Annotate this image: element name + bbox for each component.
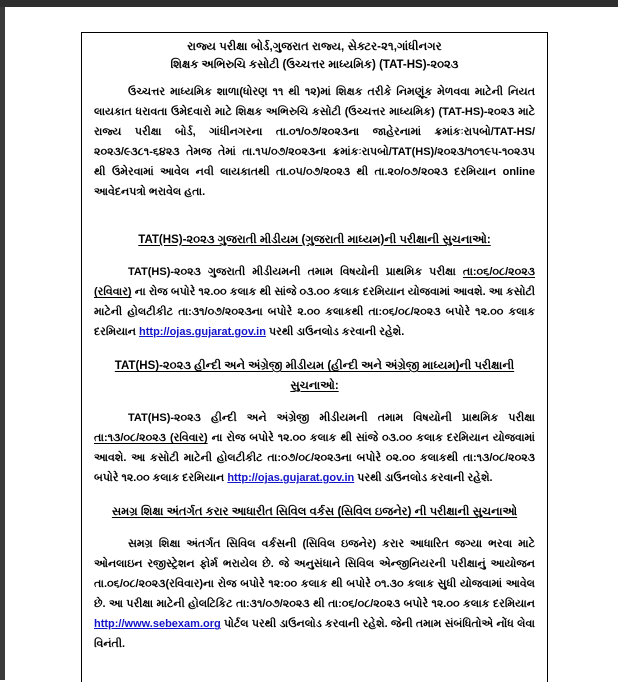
spacer <box>94 208 535 216</box>
civil-body-part3: પોર્ટલ પરથી ડાઉનલોડ કરવાની રહેશે. જેની તમામ સંબંધિતોએ નોંધ લેવા વિનંતી. <box>94 618 535 651</box>
gujarati-exam-date: તા:૦૬/૦૮/૨૦૨૩ (રવિવાર) <box>94 265 535 298</box>
notice-content-box <box>81 32 548 682</box>
section-body-hindi-english-medium <box>94 408 535 488</box>
section-heading-gujarati-medium <box>94 230 535 250</box>
exam-title: શિક્ષક અભિરુચિ કસોટી (ઉચ્ચત્તર માધ્યમિક) (TAT-HS)-૨૦૨૩ <box>170 58 459 71</box>
document-page <box>5 7 618 680</box>
section-heading-civil-works <box>94 502 535 522</box>
section-body-gujarati-medium <box>94 262 535 342</box>
civil-body-part1: સમગ્ર શિક્ષા અંતર્ગત સિવિલ વર્કસની (સિવિલ ઇજનેર) કરાર આધારિત જગ્યા ભરવા માટે ઓનલાઇન રજીસ્ટ્રેશન ફોર્મ ભરાયેલ છે. જે અનુસંધાને સિવિલ એન્જીનિયરની પરીક્ષાનું આયોજન તા.૦૬/૦૮/૨૦૨૩(રવિવાર)ના રોજ બપોરે ૧૨:૦૦ કલાક થી બપોરે ૦૧.૩૦ કલાક સુધી યોજવામાં આવેલ છે. આ પરીક્ષા માટેની હોલટિકિટ તા:૩૧/૦૭/૨૦૨૩ થી તા:૦૬/૦૮/૨૦૨૩ બપોરે ૧૨.૦૦ કલાક દરમિયાન <box>94 538 535 611</box>
intro-paragraph: ઉચ્ચત્તર માધ્યમિક શાળા(ધોરણ ૧૧ થી ૧૨)માં શિક્ષક તરીકે નિમણૂંક મેળવવા માટેની નિયત લાયકાત ધરાવતા ઉમેદવારો માટે શિક્ષક અભિરુચિ કસોટી (ઉચ્ચત્તર માધ્યમિક) (TAT-HS)-૨૦૨૩ માટે રાજ્ય પરીક્ષા બોર્ડ, ગાંધીનગરના તા.૦૧/૦૭/૨૦૨૩ના જાહેરનામાં ક્રમાંકઃરાપબો/TAT-HS/૨૦૨૩/૯૩૮૧-૬૪૨૩ તેમજ તેમાં તા.૧૫/૦૭/૨૦૨૩ના ક્રમાંકઃરાપબો/TAT(HS)/૨૦૨૩/૧૦૧૯૫-૧૦૨૩૫ થી ઉમેરવામાં આવેલ નવી લાયકાતથી તા.૦૫/૦૭/૨૦૨૩ થી તા.૨૦/૦૭/૨૦૨૩ દરમિયાન online આવેદનપત્રો ભરાવેલ હતા. <box>94 85 535 198</box>
ojas-link-hindi[interactable]: http://ojas.gujarat.gov.in <box>227 472 355 485</box>
section-body-civil-works <box>94 534 535 654</box>
gujarati-body-part1: TAT(HS)-૨૦૨૩ ગુજરાતી મીડીયમની તમામ વિષયોની પ્રાથમિક પરીક્ષા <box>128 265 463 278</box>
gujarati-body-part3: પરથી ડાઉનલોડ કરવાની રહેશે. <box>265 325 405 338</box>
gujarati-body-part2: ના રોજ બપોરે ૧૨.૦૦ કલાક થી સાંજે ૦૩.૦૦ કલાક દરમિયાન યોજવામાં આવશે. આ કસોટી માટેની હોલટીકીટ તા:૩૧/૦૭/૨૦૨૩ના બપોરે ૨.૦૦ કલાકથી તા:૦૬/૦૮/૨૦૨૩ બપોરે ૧૨.૦૦ કલાક દરમિયાન <box>94 285 535 338</box>
section-heading-civil-works-text: સમગ્ર શિક્ષા અંતર્ગત કરાર આધારીત સિવિલ વર્કસ (સિવિલ ઇજનેર) ની પરીક્ષાની સુચનાઓ <box>111 506 518 519</box>
sebexam-link[interactable]: http://www.sebexam.org <box>94 618 221 631</box>
hindi-body-part1: TAT(HS)-૨૦૨૩ હીન્દી અને અંગ્રેજી મીડીયમની તમામ વિષયોની પ્રાથમિક પરીક્ષા <box>128 412 535 425</box>
section-heading-hindi-english-medium <box>94 356 535 396</box>
hindi-exam-date: તા:૧૩/૦૮/૨૦૨૩ (રવિવાર) <box>94 432 208 445</box>
hindi-body-part2: ના રોજ બપોરે ૧૨.૦૦ કલાક થી સાંજે ૦૩.૦૦ કલાક દરમિયાન યોજવામાં આવશે. આ કસોટી માટેની હોલટીકીટ તા:૦૭/૦૮/૨૦૨૩ના બપોરે ૦૨.૦૦ કલાકથી તા:૧૩/૦૮/૨૦૨૩ બપોરે ૧૨.૦૦ કલાક દરમિયાન <box>94 432 536 485</box>
hindi-body-part3: પરથી ડાઉનલોડ કરવાની રહેશે. <box>354 472 493 485</box>
section-heading-hindi-english-text: TAT(HS)-૨૦૨૩ હીન્દી અને અંગ્રેજી મીડીયમ (હીન્દી અને અંગ્રેજી માધ્યમ)ની પરીક્ષાની <box>114 359 515 372</box>
section-heading-hindi-english-text-line2: સુચનાઓ: <box>290 380 339 393</box>
board-title: રાજ્ય પરીક્ષા બોર્ડ,ગુજરાત રાજ્ય, સેક્ટર-૨૧,ગાંધીનગર <box>187 41 442 53</box>
viewer-top-bar <box>0 0 618 7</box>
section-heading-gujarati-medium-text: TAT(HS)-૨૦૨૩ ગુજરાતી મીડીયમ (ગુજરાતી માધ્યમ)ની પરીક્ષાની સુચનાઓ: <box>138 233 491 246</box>
ojas-link-gujarati[interactable]: http://ojas.gujarat.gov.in <box>139 325 266 338</box>
